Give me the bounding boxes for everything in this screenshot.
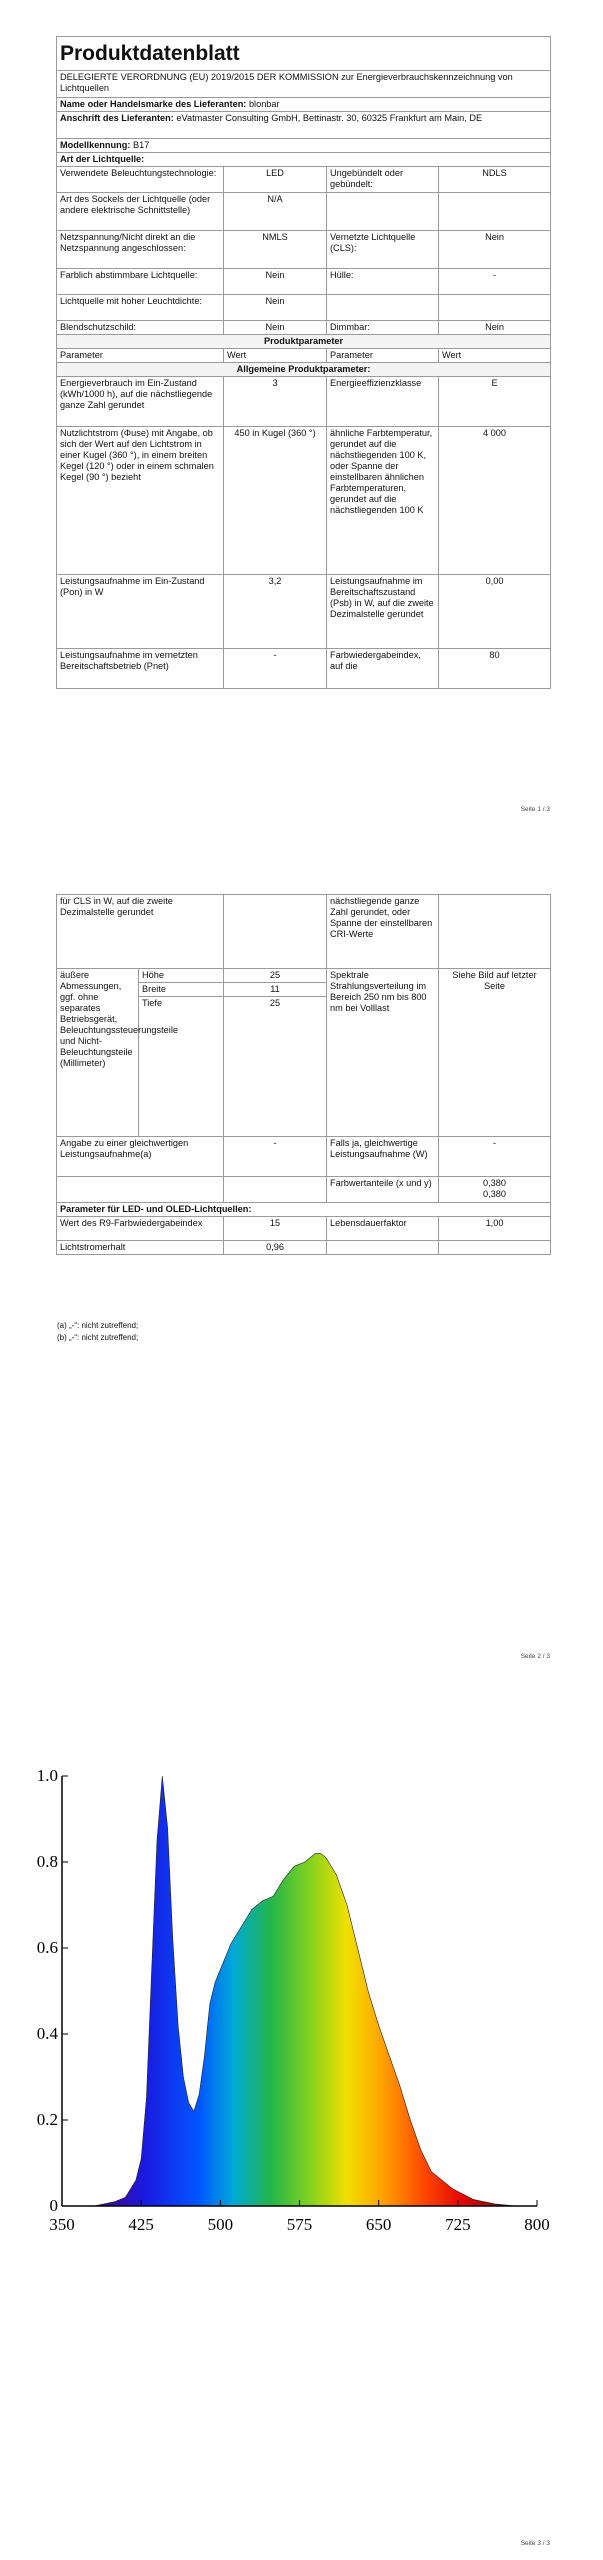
- dimension-width-value: 11: [224, 983, 327, 997]
- energy-class-value: E: [439, 377, 551, 427]
- empty-cell: [327, 1241, 439, 1255]
- cap-type-value: N/A: [224, 193, 327, 231]
- datasheet-table-page-2: [56, 894, 551, 1255]
- cls-value: Nein: [439, 231, 551, 269]
- cct-value: 4 000: [439, 427, 551, 575]
- lumen-maintenance-value: 0,96: [224, 1241, 327, 1255]
- networked-standby-label: Leistungsaufnahme im vernetzten Bereitschaftsbetrieb (Pnet): [57, 649, 224, 689]
- empty-cell: [327, 193, 439, 231]
- energy-consumption-value: 3: [224, 377, 327, 427]
- on-mode-power-label: Leistungsaufnahme im Ein-Zustand (Pon) in W: [57, 575, 224, 649]
- tunable-value: Nein: [224, 269, 327, 295]
- cct-label: ähnliche Farbtemperatur, gerundet auf die nächstliegenden 100 K, oder Spanne der einstellbaren ähnlichen Farbtemperaturen, gerundet auf die nächstliegenden 100 K: [327, 427, 439, 575]
- empty-cell: [327, 295, 439, 321]
- col-header-parameter: Parameter: [327, 349, 439, 363]
- networked-standby-value: -: [224, 649, 327, 689]
- directional-label: Ungebündelt oder gebündelt:: [327, 167, 439, 193]
- x-tick-label: 500: [207, 2215, 234, 2234]
- dimmable-value: Nein: [439, 321, 551, 335]
- spectral-distribution-label: Spektrale Strahlungsverteilung im Bereich 250 nm bis 800 nm bei Volllast: [327, 969, 439, 1137]
- dimension-depth-value: 25: [224, 997, 327, 1137]
- model-row: Modellkennung: B17: [57, 139, 551, 153]
- on-mode-power-value: 3,2: [224, 575, 327, 649]
- envelope-label: Hülle:: [327, 269, 439, 295]
- x-tick-label: 425: [128, 2215, 154, 2234]
- supplier-address-row: Anschrift des Lieferanten: eVatmaster Consulting GmbH, Bettinastr. 30, 60325 Frankfurt am Main, DE: [57, 112, 551, 139]
- empty-cell: [439, 193, 551, 231]
- equivalent-power-value: -: [224, 1137, 327, 1177]
- anti-glare-value: Nein: [224, 321, 327, 335]
- lumen-maintenance-label: Lichtstromerhalt: [57, 1241, 224, 1255]
- mains-label: Netzspannung/Nicht direkt an die Netzspannung angeschlossen:: [57, 231, 224, 269]
- chart-plot-area: [37, 1766, 550, 2234]
- equivalent-power-if-yes-label: Falls ja, gleichwertige Leistungsaufnahme (W): [327, 1137, 439, 1177]
- page-1: [0, 0, 603, 820]
- y-tick-label: 0.4: [36, 2024, 58, 2043]
- spectrum-area: [94, 1776, 516, 2206]
- dimension-depth-label: Tiefe: [139, 997, 224, 1137]
- tunable-label: Farblich abstimmbare Lichtquelle:: [57, 269, 224, 295]
- survival-factor-value: 1,00: [439, 1217, 551, 1241]
- chromaticity-values: [439, 1177, 551, 1203]
- empty-cell: [439, 1241, 551, 1255]
- dimmable-label: Dimmbar:: [327, 321, 439, 335]
- directional-value: NDLS: [439, 167, 551, 193]
- empty-cell: [224, 895, 327, 969]
- equivalent-power-label: Angabe zu einer gleichwertigen Leistungsaufnahme(a): [57, 1137, 224, 1177]
- page-2: [0, 880, 603, 1670]
- anti-glare-label: Blendschutzschild:: [57, 321, 224, 335]
- y-tick-label: 0.2: [36, 2110, 58, 2129]
- dimension-height-value: 25: [224, 969, 327, 983]
- cri-value: 80: [439, 649, 551, 689]
- r9-label: Wert des R9-Farbwiedergabeindex: [57, 1217, 224, 1241]
- x-tick-label: 575: [286, 2215, 313, 2234]
- page-number: Seite 3 / 3: [520, 2540, 550, 2547]
- supplier-name-row: Name oder Handelsmarke des Lieferanten: blonbar: [57, 98, 551, 112]
- spectral-distribution-chart: [36, 1758, 557, 2248]
- y-tick-label: 0.6: [36, 1938, 58, 1957]
- x-tick-label: 725: [445, 2215, 471, 2234]
- technology-value: LED: [224, 167, 327, 193]
- dimension-width-label: Breite: [139, 983, 224, 997]
- y-tick-label: 0.8: [36, 1852, 58, 1871]
- standby-power-label: Leistungsaufnahme im Bereitschaftszustand (Psb) in W, auf die zweite Dezimalstelle gerundet: [327, 575, 439, 649]
- x-tick-label: 650: [365, 2215, 392, 2234]
- chromaticity-x: 0,380: [483, 1178, 507, 1188]
- page-number: Seite 1 / 3: [520, 806, 550, 813]
- cri-label: Farbwiedergabeindex, auf die: [327, 649, 439, 689]
- spectral-distribution-value: Siehe Bild auf letzter Seite: [439, 969, 551, 1137]
- regulation-text: DELEGIERTE VERORDNUNG (EU) 2019/2015 DER KOMMISSION zur Energieverbrauchskennzeichnung von Lichtquellen: [57, 71, 551, 98]
- equivalent-power-if-yes-value: -: [439, 1137, 551, 1177]
- empty-cell: [439, 295, 551, 321]
- energy-consumption-label: Energieverbrauch im Ein-Zustand (kWh/1000 h), auf die nächstliegende ganze Zahl gerundet: [57, 377, 224, 427]
- col-header-value: Wert: [224, 349, 327, 363]
- empty-cell: [439, 895, 551, 969]
- empty-cell: [224, 1177, 327, 1203]
- cri-label-continued: nächstliegende ganze Zahl gerundet, oder Spanne der einstellbaren CRI-Werte: [327, 895, 439, 969]
- chromaticity-label: Farbwertanteile (x und y): [327, 1177, 439, 1203]
- page-number: Seite 2 / 3: [520, 1653, 550, 1660]
- x-tick-label: 800: [524, 2215, 550, 2234]
- dimensions-label: äußere Abmessungen, ggf. ohne separates Betriebsgerät, Beleuchtungssteuerungsteile und Nicht-Beleuchtungsteile (Millimeter): [57, 969, 139, 1137]
- cls-label: Vernetzte Lichtquelle (CLS):: [327, 231, 439, 269]
- footnote-b: (b) „-“: nicht zutreffend;: [57, 1333, 139, 1342]
- empty-cell: [57, 1177, 224, 1203]
- col-header-value: Wert: [439, 349, 551, 363]
- technology-label: Verwendete Beleuchtungstechnologie:: [57, 167, 224, 193]
- page-title: Produktdatenblatt: [57, 37, 551, 71]
- high-luminance-label: Lichtquelle mit hoher Leuchtdichte:: [57, 295, 224, 321]
- cap-type-label: Art des Sockels der Lichtquelle (oder andere elektrische Schnittstelle): [57, 193, 224, 231]
- mains-value: NMLS: [224, 231, 327, 269]
- footnotes: [57, 1320, 138, 1344]
- luminous-flux-value: 450 in Kugel (360 °): [224, 427, 327, 575]
- product-params-heading: Produktparameter: [57, 335, 551, 349]
- r9-value: 15: [224, 1217, 327, 1241]
- energy-class-label: Energieeffizienzklasse: [327, 377, 439, 427]
- general-params-heading: Allgemeine Produktparameter:: [57, 363, 551, 377]
- cls-standby-continued: für CLS in W, auf die zweite Dezimalstelle gerundet: [57, 895, 224, 969]
- survival-factor-label: Lebensdauerfaktor: [327, 1217, 439, 1241]
- col-header-parameter: Parameter: [57, 349, 224, 363]
- led-params-heading: Parameter für LED- und OLED-Lichtquellen:: [57, 1203, 551, 1217]
- dimension-height-label: Höhe: [139, 969, 224, 983]
- x-tick-label: 350: [49, 2215, 75, 2234]
- standby-power-value: 0,00: [439, 575, 551, 649]
- chromaticity-y: 0,380: [483, 1189, 507, 1199]
- luminous-flux-label: Nutzlichtstrom (Φuse) mit Angabe, ob sich der Wert auf den Lichtstrom in einer Kugel (360 °), in einem breiten Kegel (120 °) oder in einem schmalen Kegel (90 °) bezieht: [57, 427, 224, 575]
- y-tick-label: 1.0: [36, 1766, 58, 1785]
- datasheet-table-page-1: [56, 36, 551, 689]
- envelope-value: -: [439, 269, 551, 295]
- footnote-a: (a) „-“: nicht zutreffend;: [57, 1321, 139, 1330]
- y-tick-label: 0: [49, 2196, 58, 2215]
- high-luminance-value: Nein: [224, 295, 327, 321]
- light-source-type-heading: Art der Lichtquelle:: [57, 153, 551, 167]
